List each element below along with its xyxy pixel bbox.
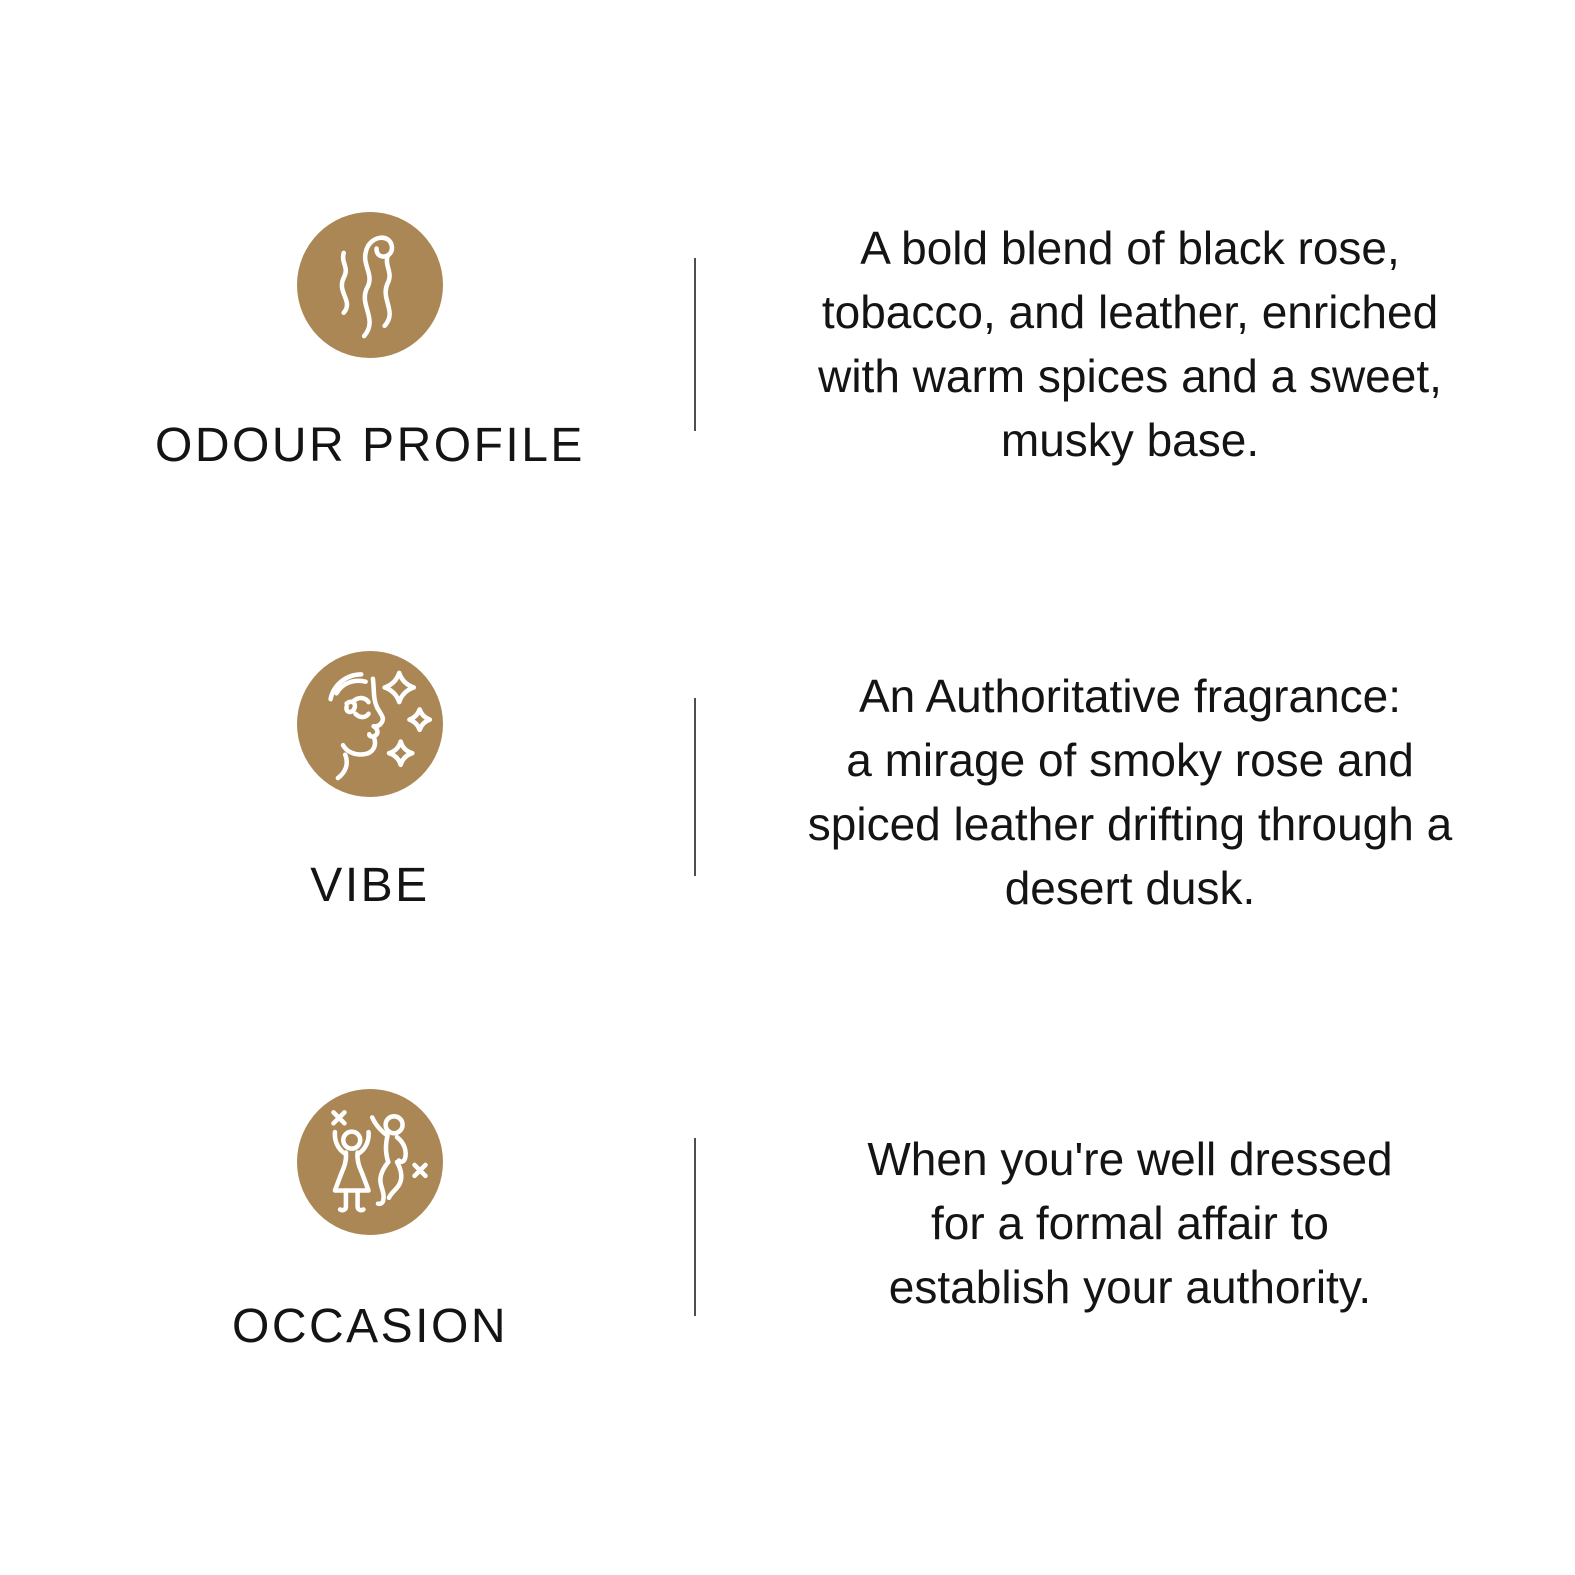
description-line: spiced leather drifting through a: [807, 798, 1453, 850]
description-line: with warm spices and a sweet,: [818, 350, 1442, 402]
description-line: desert dusk.: [1004, 862, 1256, 914]
occasion-description: [780, 1127, 1480, 1319]
smoke-scent-icon: [297, 212, 443, 358]
vertical-divider: [694, 1138, 696, 1316]
description-line: When you're well dressed: [867, 1133, 1393, 1185]
section-title-odour-profile: ODOUR PROFILE: [155, 419, 585, 472]
dancing-couple-icon-art: [297, 1089, 443, 1235]
description-line: musky base.: [1000, 414, 1260, 466]
description-line: establish your authority.: [888, 1261, 1372, 1313]
face-sparkles-icon-art: [297, 651, 443, 797]
description-line: An Authoritative fragrance:: [858, 670, 1402, 722]
vertical-divider: [694, 698, 696, 876]
description-line: A bold blend of black rose,: [860, 222, 1400, 274]
section-title-occasion: OCCASION: [231, 1300, 509, 1353]
description-line: tobacco, and leather, enriched: [821, 286, 1439, 338]
vibe-description: [780, 664, 1480, 920]
description-line: a mirage of smoky rose and: [846, 734, 1414, 786]
dancing-couple-icon: [297, 1089, 443, 1235]
description-line: for a formal affair to: [931, 1197, 1329, 1249]
odour-profile-description: [780, 216, 1480, 472]
vertical-divider: [694, 258, 696, 431]
smoke-scent-icon-art: [297, 212, 443, 358]
face-sparkles-icon: [297, 651, 443, 797]
section-title-vibe: VIBE: [310, 859, 430, 912]
